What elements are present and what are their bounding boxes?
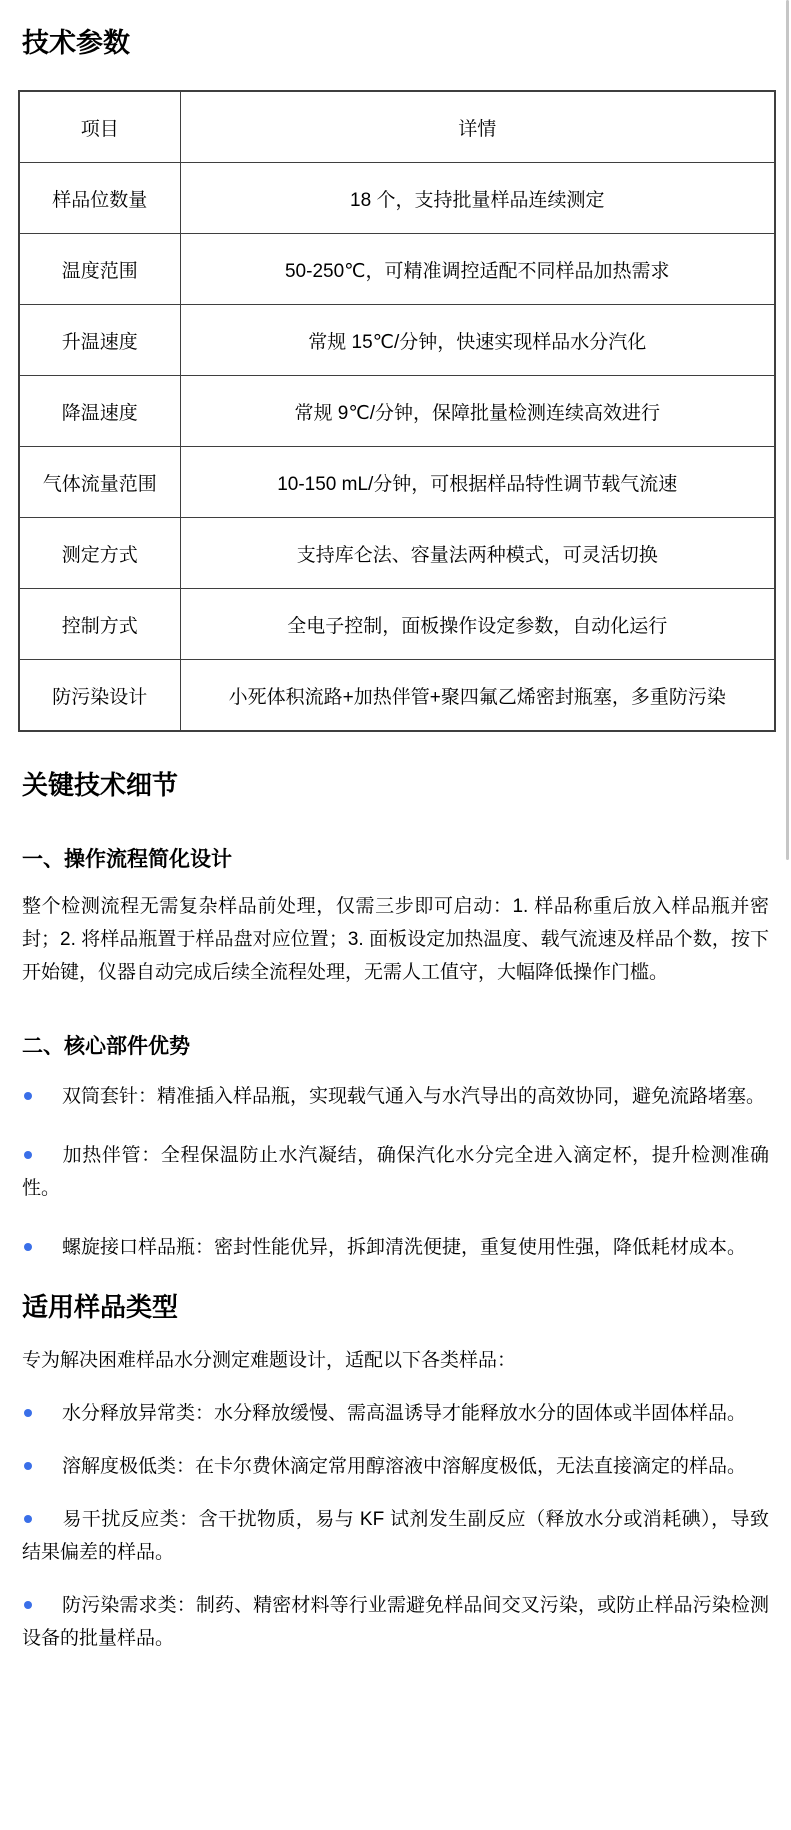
page-title: 技术参数	[22, 28, 130, 58]
list-item-text: 水分释放异常类：水分释放缓慢、需高温诱导才能释放水分的固体或半固体样品。	[62, 1403, 747, 1424]
scrollbar-thumb[interactable]	[786, 0, 789, 860]
spec-item-cell: 防污染设计	[19, 660, 180, 732]
list-item-text: 螺旋接口样品瓶：密封性能优异，拆卸清洗便捷，重复使用性强，降低耗材成本。	[62, 1237, 747, 1258]
list-item	[22, 1231, 769, 1264]
table-row	[19, 305, 775, 376]
subsection-heading-workflow: 一、操作流程简化设计	[22, 848, 232, 871]
spec-item-cell: 测定方式	[19, 518, 180, 589]
section-title-sample-types: 适用样品类型	[22, 1292, 179, 1322]
spec-item-cell: 控制方式	[19, 589, 180, 660]
table-row	[19, 376, 775, 447]
spec-item-cell: 温度范围	[19, 234, 180, 305]
list-item	[22, 1450, 769, 1483]
spec-detail-cell: 18 个，支持批量样品连续测定	[180, 163, 775, 234]
table-row	[19, 660, 775, 732]
spec-detail-cell: 50-250℃，可精准调控适配不同样品加热需求	[180, 234, 775, 305]
bullet-dot-icon	[24, 1462, 32, 1470]
spec-item-cell: 降温速度	[19, 376, 180, 447]
table-row	[19, 589, 775, 660]
list-item	[22, 1080, 769, 1113]
spec-item-cell: 样品位数量	[19, 163, 180, 234]
sample-types-intro: 专为解决困难样品水分测定难题设计，适配以下各类样品：	[22, 1350, 517, 1371]
spec-detail-cell: 全电子控制，面板操作设定参数，自动化运行	[180, 589, 775, 660]
bullet-dot-icon	[24, 1243, 32, 1251]
spec-detail-cell: 小死体积流路+加热伴管+聚四氟乙烯密封瓶塞，多重防污染	[180, 660, 775, 732]
spec-item-cell: 升温速度	[19, 305, 180, 376]
spec-table-body	[19, 163, 775, 732]
subsection-heading-core-parts: 二、核心部件优势	[22, 1035, 190, 1058]
list-item	[22, 1139, 769, 1205]
spec-detail-cell: 支持库仑法、容量法两种模式，可灵活切换	[180, 518, 775, 589]
bullet-dot-icon	[24, 1151, 32, 1159]
section-title-key-details: 关键技术细节	[22, 770, 179, 800]
bullet-dot-icon	[24, 1515, 32, 1523]
list-item	[22, 1503, 769, 1569]
core-parts-bullet-list	[22, 1080, 769, 1264]
bullet-dot-icon	[24, 1409, 32, 1417]
table-row	[19, 163, 775, 234]
bullet-dot-icon	[24, 1092, 32, 1100]
spec-item-cell: 气体流量范围	[19, 447, 180, 518]
list-item-text: 防污染需求类：制药、精密材料等行业需避免样品间交叉污染，或防止样品污染检测设备的批量样品。	[22, 1595, 769, 1649]
spec-detail-cell: 常规 15℃/分钟，快速实现样品水分汽化	[180, 305, 775, 376]
spec-detail-cell: 常规 9℃/分钟，保障批量检测连续高效进行	[180, 376, 775, 447]
table-row	[19, 234, 775, 305]
list-item	[22, 1589, 769, 1655]
bullet-dot-icon	[24, 1601, 32, 1609]
spec-table-header-row	[19, 91, 775, 163]
sample-types-bullet-list	[22, 1397, 769, 1655]
list-item-text: 双筒套针：精准插入样品瓶，实现载气通入与水汽导出的高效协同，避免流路堵塞。	[62, 1086, 766, 1107]
list-item-text: 加热伴管：全程保温防止水汽凝结，确保汽化水分完全进入滴定杯，提升检测准确性。	[22, 1145, 769, 1199]
list-item	[22, 1397, 769, 1430]
workflow-paragraph: 整个检测流程无需复杂样品前处理，仅需三步即可启动：1. 样品称重后放入样品瓶并密封；2. 将样品瓶置于样品盘对应位置；3. 面板设定加热温度、载气流速及样品个数，按下开始键，仪器自动完成后续全流程处理，无需人工值守，大幅降低操作门槛。	[22, 896, 769, 983]
spec-detail-cell: 10-150 mL/分钟，可根据样品特性调节载气流速	[180, 447, 775, 518]
spec-table-header-detail: 详情	[180, 91, 775, 163]
list-item-text: 溶解度极低类：在卡尔费休滴定常用醇溶液中溶解度极低，无法直接滴定的样品。	[62, 1456, 747, 1477]
list-item-text: 易干扰反应类：含干扰物质，易与 KF 试剂发生副反应（释放水分或消耗碘），导致结果偏差的样品。	[22, 1509, 769, 1563]
spec-table-header-item: 项目	[19, 91, 180, 163]
table-row	[19, 518, 775, 589]
spec-table	[18, 90, 776, 732]
table-row	[19, 447, 775, 518]
